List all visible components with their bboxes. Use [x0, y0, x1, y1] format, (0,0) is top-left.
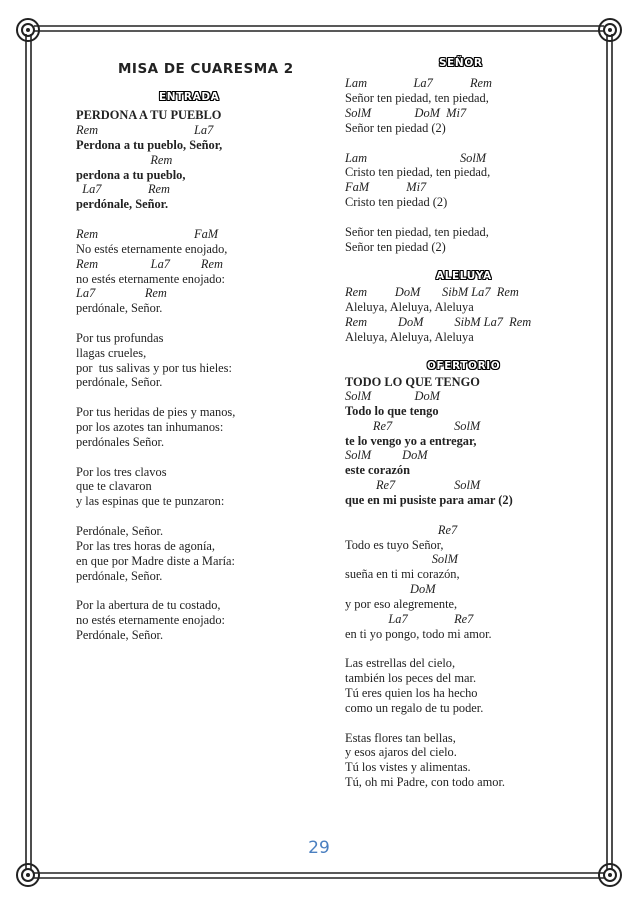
lyric-line: también los peces del mar. [345, 671, 477, 686]
chord-line: SolM DoM [345, 389, 440, 403]
lyric-line: por los azotes tan inhumanos: [76, 420, 224, 434]
lyric-line: Por tus profundas [76, 330, 164, 345]
chord-line: SolM [345, 552, 458, 567]
section-heading-aleluya: ALELUYA [436, 270, 492, 282]
lyric-line: Por los tres clavos [76, 464, 167, 479]
song-title-todo-lo-que-tengo: TODO LO QUE TENGO [345, 375, 480, 389]
lyric-line: Cristo ten piedad, ten piedad, [345, 165, 491, 180]
chord-line: Re7 SolM [345, 478, 481, 493]
lyric-line: perdónales Señor. [76, 434, 165, 449]
chord-line: SolM DoM Mi7 [345, 105, 467, 120]
chord-line: Rem DoM SibM La7 Rem [345, 285, 519, 299]
chord-line: La7 Re7 [345, 611, 474, 626]
lyric-line: perdónale, Señor. [76, 197, 169, 212]
chord-line: Rem DoM SibM La7 Rem [345, 314, 532, 329]
lyric-line: perdónale, Señor. [76, 568, 163, 583]
lyric-line: que en mi pusiste para amar (2) [345, 492, 513, 507]
section-heading-entrada: ENTRADA [159, 91, 220, 103]
section-heading-ofertorio: OFERTORIO [427, 360, 501, 372]
corner-ornament-icon [15, 862, 41, 888]
lyric-line: Estas flores tan bellas, [345, 730, 456, 745]
chord-line: FaM Mi7 [345, 180, 427, 195]
chord-line: Re7 [345, 522, 458, 537]
lyric-line: sueña en ti mi corazón, [345, 567, 460, 582]
lyric-line: y esos ajaros del cielo. [345, 745, 457, 760]
lyric-line: que te clavaron [76, 479, 152, 494]
corner-ornament-icon [597, 862, 623, 888]
lyric-line: Aleluya, Aleluya, Aleluya [345, 329, 474, 344]
lyric-line: Aleluya, Aleluya, Aleluya [345, 299, 474, 314]
lyric-line: y las espinas que te punzaron: [76, 494, 225, 509]
lyric-line: Tú, oh mi Padre, con todo amor. [345, 775, 506, 790]
song-title-perdona: PERDONA A TU PUEBLO [76, 108, 222, 122]
chord-line: Rem La7 [76, 123, 214, 137]
lyric-line: Tú eres quien los ha hecho [345, 686, 478, 700]
lyric-line: y por eso alegremente, [345, 596, 458, 611]
lyric-line: en que por Madre diste a María: [76, 553, 235, 568]
lyric-line: Perdónale, Señor. [76, 523, 164, 538]
lyric-line: Todo es tuyo Señor, [345, 537, 444, 552]
lyric-line: Por las tres horas de agonía, [76, 538, 216, 553]
lyric-line: perdónale, Señor. [76, 375, 163, 390]
chord-line: Rem FaM [76, 226, 219, 241]
lyric-line: Perdónale, Señor. [76, 627, 164, 642]
chord-line: La7 Rem [76, 182, 170, 197]
chord-line: Lam La7 Rem [345, 76, 492, 90]
lyric-line: te lo vengo yo a entregar, [345, 433, 477, 448]
lyric-line: Todo lo que tengo [345, 403, 439, 418]
lyric-line: llagas crueles, [76, 345, 147, 360]
lyric-line: en ti yo pongo, todo mi amor. [345, 626, 492, 641]
lyric-line: Por tus heridas de pies y manos, [76, 405, 236, 420]
corner-ornament-icon [597, 17, 623, 43]
lyric-line: Señor ten piedad, ten piedad, [345, 225, 489, 239]
chord-line: Rem [76, 152, 173, 167]
document-title: MISA DE CUARESMA 2 [118, 61, 294, 77]
section-heading-senor: SEÑOR [439, 57, 483, 69]
lyric-line: este corazón [345, 463, 411, 478]
chord-line: Re7 SolM [345, 418, 481, 433]
page-number: 29 [308, 838, 330, 858]
chord-line: SolM DoM [345, 448, 428, 463]
lyric-line: Señor ten piedad (2) [345, 120, 446, 135]
lyric-line: Las estrellas del cielo, [345, 656, 456, 671]
lyric-line: perdónale, Señor. [76, 301, 163, 316]
lyric-line: por tus salivas y por tus hieles: [76, 360, 232, 375]
lyric-line: Tú los vistes y alimentas. [345, 760, 471, 775]
lyric-line: no estés eternamente enojado: [76, 271, 225, 286]
lyric-line: Señor ten piedad (2) [345, 239, 446, 254]
chord-line: Rem La7 Rem [76, 256, 223, 271]
chord-line: Lam SolM [345, 150, 487, 165]
lyric-line: no estés eternamente enojado: [76, 613, 225, 628]
lyric-line: Señor ten piedad, ten piedad, [345, 90, 489, 105]
chord-line: DoM [345, 582, 436, 597]
lyric-line: como un regalo de tu poder. [345, 700, 484, 715]
corner-ornament-icon [15, 17, 41, 43]
lyric-line: Por la abertura de tu costado, [76, 598, 221, 613]
lyric-line: Perdona a tu pueblo, Señor, [76, 137, 223, 152]
lyric-line: perdona a tu pueblo, [76, 167, 186, 182]
chord-line: La7 Rem [76, 286, 167, 301]
lyric-line: No estés eternamente enojado, [76, 241, 228, 256]
lyric-line: Cristo ten piedad (2) [345, 195, 448, 210]
